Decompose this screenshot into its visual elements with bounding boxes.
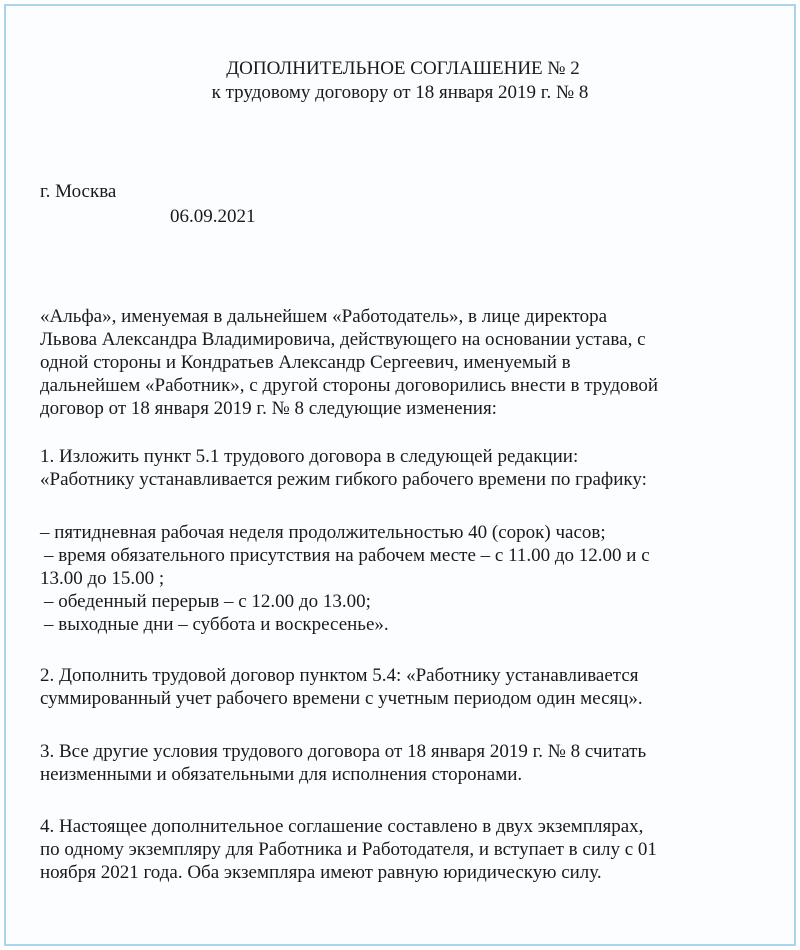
- place-of-signing: г. Москва: [40, 181, 117, 202]
- intro-paragraph: [40, 305, 760, 420]
- clause-1: [40, 445, 760, 491]
- clause-2: [40, 664, 760, 710]
- clause-2-line: 2. Дополнить трудовой договор пунктом 5.4: «Работнику устанавливается: [40, 665, 639, 686]
- document-subtitle: к трудовому договору от 18 января 2019 г. № 8: [211, 82, 589, 103]
- schedule-item: 13.00 до 15.00 ;: [40, 568, 165, 589]
- intro-line: «Альфа», именуемая в дальнейшем «Работодатель», в лице директора: [40, 306, 608, 327]
- clause-4-line: 4. Настоящее дополнительное соглашение составлено в двух экземплярах,: [40, 816, 644, 837]
- clause-4: [40, 815, 760, 884]
- schedule-item: – время обязательного присутствия на рабочем месте – с 11.00 до 12.00 и с: [44, 545, 650, 566]
- schedule-item: – пятидневная рабочая неделя продолжительностью 40 (сорок) часов;: [40, 522, 606, 543]
- schedule-list: [40, 521, 760, 636]
- clause-1-line: «Работнику устанавливается режим гибкого рабочего времени по графику:: [40, 469, 647, 490]
- clause-1-line: 1. Изложить пункт 5.1 трудового договора в следующей редакции:: [40, 446, 579, 467]
- intro-line: одной стороны и Кондратьев Александр Сергеевич, именуемый в: [40, 352, 571, 373]
- schedule-item: – выходные дни – суббота и воскресенье».: [44, 614, 389, 635]
- title-block: [0, 57, 800, 105]
- clause-4-line: по одному экземпляру для Работника и Работодателя, и вступает в силу с 01: [40, 839, 657, 860]
- clause-2-line: суммированный учет рабочего времени с учетным периодом один месяц».: [40, 688, 643, 709]
- clause-3-line: неизменными и обязательными для исполнения сторонами.: [40, 764, 523, 785]
- intro-line: договор от 18 января 2019 г. № 8 следующие изменения:: [40, 398, 497, 419]
- document-title: ДОПОЛНИТЕЛЬНОЕ СОГЛАШЕНИЕ № 2: [226, 58, 580, 79]
- intro-line: Львова Александра Владимировича, действующего на основании устава, с: [40, 329, 646, 350]
- intro-line: дальнейшем «Работник», с другой стороны договорились внести в трудовой: [40, 375, 658, 396]
- clause-3: [40, 740, 760, 786]
- signing-date: 06.09.2021: [170, 206, 256, 227]
- clause-3-line: 3. Все другие условия трудового договора от 18 января 2019 г. № 8 считать: [40, 741, 647, 762]
- clause-4-line: ноября 2021 года. Оба экземпляра имеют равную юридическую силу.: [40, 862, 602, 883]
- schedule-item: – обеденный перерыв – с 12.00 до 13.00;: [44, 591, 371, 612]
